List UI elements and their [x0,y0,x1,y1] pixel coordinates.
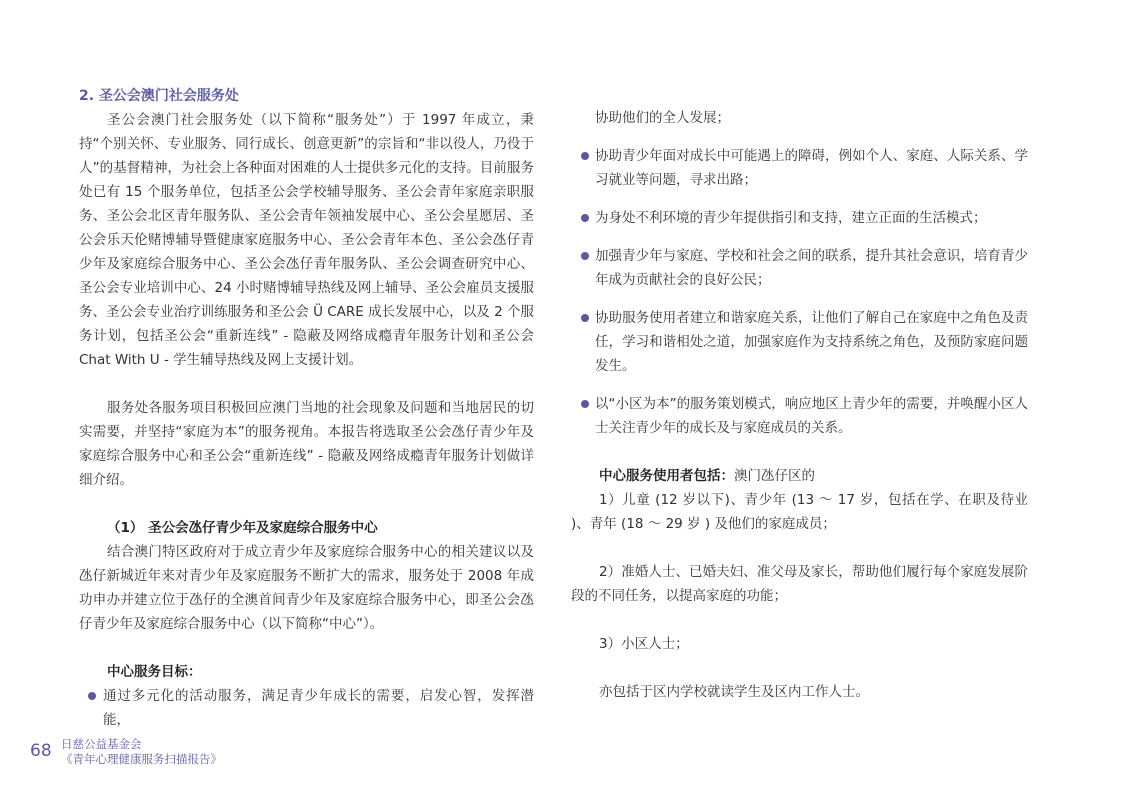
users-item-1: 1）儿童 (12 岁以下)、青少年 (13 ～ 17 岁，包括在学、在职及待业 )、青年 (18 ～ 29 岁 ) 及他们的家庭成员； [571,492,1028,532]
goal-bullet-3: 为身处不利环境的青少年提供指引和支持，建立正面的生活模式； [571,206,1028,230]
center-subtitle: （1） 圣公会氹仔青少年及家庭综合服务中心 [107,520,378,536]
left-column [79,84,534,732]
intro-paragraph: 圣公会澳门社会服务处（以下简称“服务处”）于 1997 年成立，秉持“个别关怀、专业服务、同行成长、创意更新”的宗旨和“非以役人，乃役于人”的基督精神，为社会上各种面对困难的人士提供多元化的支持。目前服务处已有 15 个服务单位，包括圣公会学校辅导服务、圣公会青年家庭亲职服务、圣公会北区青年服务队、圣公会青年领袖发展中心、圣公会星愿居、圣公会乐天伦赌博辅导暨健康家庭服务中心、圣公会青年本色、圣公会氹仔青少年及家庭综合服务中心、圣公会氹仔青年服务队、圣公会调查研究中心、圣公会专业培训中心、24 小时赌博辅导热线及网上辅导、圣公会雇员支援服务、圣公会专业治疗训练服务和圣公会 Ü CARE 成长发展中心，以及 2 个服务计划，包括圣公会“重新连线” - 隐蔽及网络成瘾青年服务计划和圣公会 Chat With U - 学生辅导热线及网上支援计划。 [79,112,534,368]
services-paragraph: 服务处各服务项目积极回应澳门当地的社会现象及问题和当地居民的切实需要，并坚持“家庭为本”的服务视角。本报告将选取圣公会氹仔青少年及家庭综合服务中心和圣公会“重新连线” - 隐蔽及网络成瘾青年服务计划做详细介绍。 [79,400,534,488]
goal-bullet-2: 协助青少年面对成长中可能遇上的障碍，例如个人、家庭、人际关系、学习就业等问题，寻求出路； [571,144,1028,192]
center-paragraph: 结合澳门特区政府对于成立青少年及家庭综合服务中心的相关建议以及氹仔新城近年来对青少年及家庭服务不断扩大的需求，服务处于 2008 年成功申办并建立位于氹仔的全澳首间青少年及家庭综合服务中心，即圣公会氹仔青少年及家庭综合服务中心（以下简称“中心”）。 [79,544,534,632]
goals-title: 中心服务目标： [107,664,202,680]
users-heading [571,464,1028,488]
goal-bullet-5: 协助服务使用者建立和谐家庭关系，让他们了解自己在家庭中之角色及责任，学习和谐相处之道，加强家庭作为支持系统之角色，及预防家庭问题发生。 [571,306,1028,378]
goal-bullet-1: 通过多元化的活动服务，满足青少年成长的需要，启发心智，发挥潜能， [79,684,534,732]
section-title: 2. 圣公会澳门社会服务处 [79,88,239,104]
goal-bullet-1-continued: 协助他们的全人发展； [595,110,730,126]
goal-bullet-6: 以“小区为本”的服务策划模式，响应地区上青少年的需要，并唤醒小区人士关注青少年的成长及与家庭成员的关系。 [571,392,1028,440]
users-item-3: 3）小区人士； [599,636,689,652]
closing-line: 亦包括于区内学校就读学生及区内工作人士。 [599,684,869,700]
users-item-2: 2）准婚人士、已婚夫妇、准父母及家长，帮助他们履行每个家庭发展阶段的不同任务，以提高家庭的功能； [571,564,1028,604]
users-title: 中心服务使用者包括： [599,468,734,484]
goal-bullet-4: 加强青少年与家庭、学校和社会之间的联系，提升其社会意识，培育青少年成为贡献社会的良好公民； [571,244,1028,292]
footer-org: 日慈公益基金会 [61,737,142,751]
page-number: 68 [30,741,52,761]
right-column [571,106,1028,704]
footer-report: 《青年心理健康服务扫描报告》 [61,752,222,766]
footer-text [61,737,222,767]
users-area: 澳门氹仔区的 [734,468,815,484]
